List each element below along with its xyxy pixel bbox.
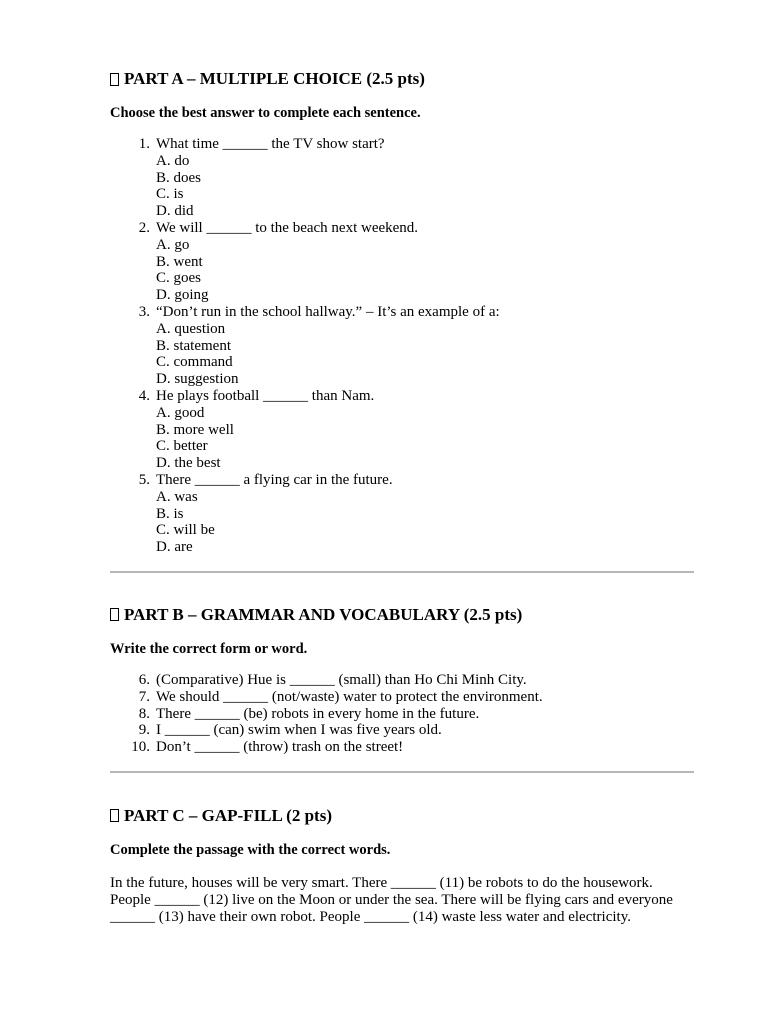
question-text: He plays football ______ than Nam. bbox=[156, 387, 375, 404]
option-a: A. do bbox=[156, 152, 190, 169]
option-d: D. going bbox=[156, 287, 209, 304]
part-a-question-list bbox=[110, 136, 694, 556]
question-text: “Don’t run in the school hallway.” – It’s an example of a: bbox=[156, 303, 500, 320]
part-b-question-list bbox=[110, 672, 694, 756]
option-a: A. question bbox=[156, 320, 226, 337]
part-b-instruction: Write the correct form or word. bbox=[110, 640, 308, 657]
option-d: D. are bbox=[156, 539, 193, 556]
option-b: B. statement bbox=[156, 337, 231, 354]
missing-glyph-box-icon bbox=[110, 809, 119, 822]
option-b: B. went bbox=[156, 253, 203, 270]
question-text: What time ______ the TV show start? bbox=[156, 136, 385, 152]
question-5: 5. There ______ a flying car in the future. A. was B. is C. will be D. are bbox=[110, 472, 694, 556]
part-a-title: PART A – MULTIPLE CHOICE (2.5 pts) bbox=[110, 68, 694, 90]
question-6: 6. (Comparative) Hue is ______ (small) than Ho Chi Minh City. bbox=[138, 671, 527, 688]
question-text: We will ______ to the beach next weekend. bbox=[156, 219, 419, 236]
question-text: (Comparative) Hue is ______ (small) than Ho Chi Minh City. bbox=[156, 671, 527, 688]
question-text: I ______ (can) swim when I was five years old. bbox=[156, 722, 442, 739]
option-a: A. good bbox=[156, 404, 205, 421]
question-7: 7. We should ______ (not/waste) water to protect the environment. bbox=[138, 688, 543, 705]
question-4: 4. He plays football ______ than Nam. A. good B. more well C. better D. the best bbox=[110, 388, 694, 472]
option-c: C. will be bbox=[156, 522, 215, 539]
question-text: Don’t ______ (throw) trash on the street! bbox=[156, 739, 404, 756]
question-9: 9. I ______ (can) swim when I was five years old. bbox=[138, 722, 442, 739]
missing-glyph-box-icon bbox=[110, 73, 119, 86]
missing-glyph-box-icon bbox=[110, 608, 119, 621]
option-b: B. is bbox=[156, 505, 184, 522]
question-10: 10. Don’t ______ (throw) trash on the street! bbox=[131, 739, 404, 756]
question-2: 2. We will ______ to the beach next weekend. A. go B. went C. goes D. going bbox=[110, 220, 694, 304]
option-d: D. the best bbox=[156, 455, 221, 472]
option-b: B. more well bbox=[156, 421, 234, 438]
question-8: 8. There ______ (be) robots in every home in the future. bbox=[138, 705, 480, 722]
part-c-instruction: Complete the passage with the correct words. bbox=[110, 841, 391, 858]
option-c: C. command bbox=[156, 354, 233, 371]
option-c: C. is bbox=[156, 186, 184, 203]
question-text: We should ______ (not/waste) water to protect the environment. bbox=[156, 688, 543, 705]
option-a: A. was bbox=[156, 488, 198, 505]
gap-fill-passage: In the future, houses will be very smart. There ______ (11) be robots to do the housework. People ______ (12) live on the Moon or under the sea. There will be flying cars and everyone ______ (13) have their own robot. People ______ (14) waste less water and electricity. bbox=[110, 874, 673, 925]
question-text: There ______ (be) robots in every home in the future. bbox=[156, 705, 480, 722]
part-a-instruction: Choose the best answer to complete each sentence. bbox=[110, 105, 421, 121]
question-1: 1. What time ______ the TV show start? A. do B. does C. is D. did bbox=[110, 136, 694, 220]
part-b-title: PART B – GRAMMAR AND VOCABULARY (2.5 pts) bbox=[110, 604, 694, 626]
option-b: B. does bbox=[156, 169, 201, 186]
option-d: D. suggestion bbox=[156, 371, 239, 388]
option-a: A. go bbox=[156, 236, 190, 253]
option-c: C. goes bbox=[156, 270, 201, 287]
question-3: 3. “Don’t run in the school hallway.” – It’s an example of a: A. question B. statement C. command D. suggestion bbox=[110, 304, 694, 388]
part-c-title: PART C – GAP-FILL (2 pts) bbox=[110, 805, 694, 827]
option-d: D. did bbox=[156, 203, 194, 220]
question-text: There ______ a flying car in the future. bbox=[156, 471, 393, 488]
option-c: C. better bbox=[156, 438, 208, 455]
